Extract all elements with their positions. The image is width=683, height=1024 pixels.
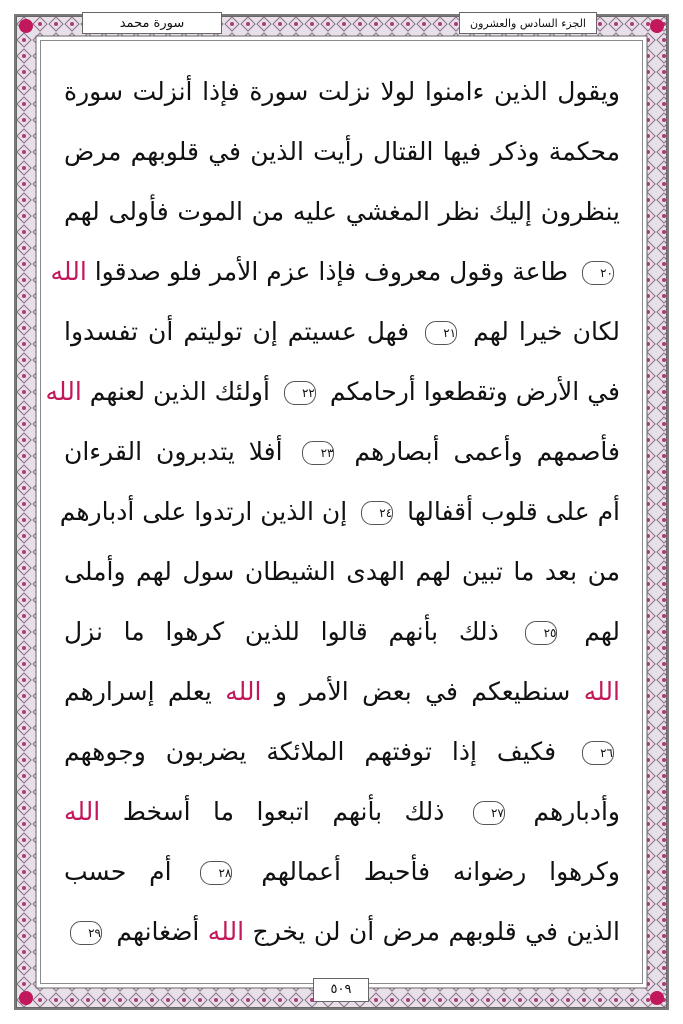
text-line	[64, 662, 620, 722]
divine-name: الله	[50, 257, 87, 286]
verse-text: أضغانهم	[116, 917, 200, 946]
verse-text: ذلك بأنهم اتبعوا ما أسخط	[122, 797, 445, 826]
ayah-number-marker: ٢٥	[525, 621, 557, 645]
verse-text: في الأرض وتقطعوا أرحامكم	[329, 377, 620, 406]
ayah-number-marker: ٢٩	[70, 921, 102, 945]
ayah-number-marker: ٢٢	[284, 381, 316, 405]
verse-text: من بعد ما تبين لهم الهدى الشيطان سول لهم وأملى	[64, 557, 620, 586]
text-line	[64, 842, 620, 902]
verse-text: لهم	[584, 617, 620, 646]
ayah-number-marker: ٢٠	[582, 261, 614, 285]
verse-text: لكان خيرا لهم	[473, 317, 620, 346]
text-line	[64, 602, 620, 662]
text-line	[59, 482, 620, 542]
text-line	[64, 902, 620, 962]
verse-text: فهل عسيتم إن توليتم أن تفسدوا	[64, 317, 410, 346]
verse-text: فكيف إذا توفتهم الملائكة يضربون وجوههم	[64, 737, 557, 766]
ayah-number-marker: ٢٤	[361, 501, 393, 525]
verse-text: طاعة وقول معروف فإذا عزم الأمر فلو صدقوا	[94, 257, 569, 286]
ayah-number-marker: ٢٧	[473, 801, 505, 825]
verse-text: ذلك بأنهم قالوا للذين كرهوا ما نزل	[64, 617, 499, 646]
verse-text: أم حسب	[64, 857, 172, 886]
divine-name: الله	[225, 677, 262, 706]
text-line	[64, 302, 620, 362]
ayah-number-marker: ٢٣	[302, 441, 334, 465]
ayah-number-marker: ٢٨	[200, 861, 232, 885]
text-line	[64, 722, 620, 782]
text-line	[64, 782, 620, 842]
verse-text: وكرهوا رضوانه فأحبط أعمالهم	[261, 857, 620, 886]
verse-text: أم على قلوب أقفالها	[407, 497, 620, 526]
verse-text: محكمة وذكر فيها القتال رأيت الذين في قلوبهم مرض	[64, 137, 620, 166]
verse-text: إن الذين ارتدوا على أدبارهم	[59, 497, 348, 526]
text-line	[64, 122, 620, 182]
juz-title: الجزء السادس والعشرون	[459, 12, 597, 34]
divine-name: الله	[64, 797, 101, 826]
page-number: ٥٠٩	[313, 978, 369, 1002]
verse-text: وأدبارهم	[533, 797, 620, 826]
ayah-number-marker: ٢٦	[582, 741, 614, 765]
verse-text: أفلا يتدبرون القرءان	[64, 437, 283, 466]
text-line	[45, 362, 620, 422]
verse-text: أولئك الذين لعنهم	[89, 377, 270, 406]
ayah-number-marker: ٢١	[425, 321, 457, 345]
divine-name: الله	[45, 377, 82, 406]
verse-text: يعلم إسرارهم	[64, 677, 212, 706]
text-line	[64, 542, 620, 602]
text-line	[64, 182, 620, 242]
text-line	[50, 242, 620, 302]
verse-text: فأصمهم وأعمى أبصارهم	[354, 437, 621, 466]
verse-text: سنطيعكم في بعض الأمر و	[274, 677, 571, 706]
verse-text: ينظرون إليك نظر المغشي عليه من الموت فأولى لهم	[64, 197, 620, 226]
surah-title: سورة محمد	[82, 12, 222, 34]
text-line	[64, 422, 620, 482]
verse-text: الذين في قلوبهم مرض أن لن يخرج	[252, 917, 620, 946]
verse-text: ويقول الذين ءامنوا لولا نزلت سورة فإذا أنزلت سورة	[64, 77, 620, 106]
divine-name: الله	[583, 677, 620, 706]
text-line	[64, 62, 620, 122]
quran-text	[45, 62, 621, 962]
divine-name: الله	[207, 917, 245, 946]
